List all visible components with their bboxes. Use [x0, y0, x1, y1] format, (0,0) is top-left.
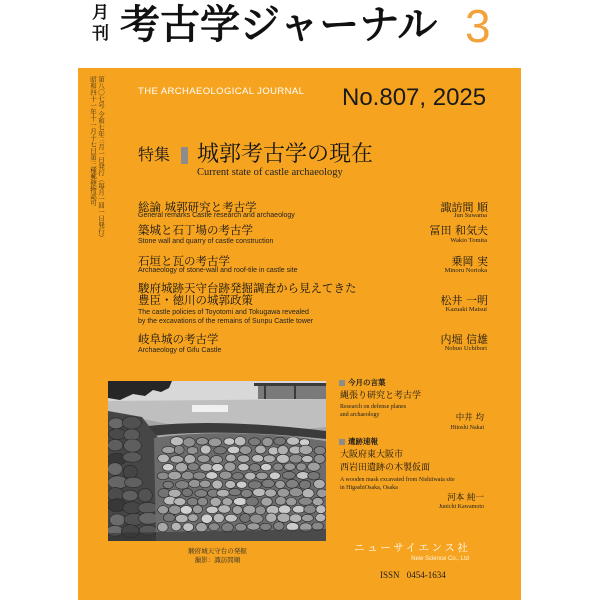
photo-stone	[273, 463, 283, 471]
sidebar-title-en: Research on defense planes	[340, 404, 407, 410]
photo-stone	[206, 472, 218, 480]
photo-stone	[232, 473, 244, 480]
photo-stone	[293, 506, 305, 514]
journal-english-name: THE ARCHAEOLOGICAL JOURNAL	[138, 86, 305, 97]
article-author-en: Wakio Tomita	[450, 237, 487, 244]
photo-stone	[181, 472, 194, 480]
photo-stone	[188, 480, 200, 488]
photo-stone	[240, 446, 252, 455]
photo-stone	[195, 490, 208, 498]
photo-stone	[277, 454, 290, 463]
photo-stone	[256, 472, 268, 479]
photo-stone	[170, 456, 183, 463]
photo-stone-wall	[157, 437, 326, 533]
photo-wall-stone	[110, 514, 125, 526]
photo-stone	[275, 481, 285, 489]
photo-stone	[206, 506, 218, 513]
photo-stone	[265, 489, 277, 497]
issn: ISSN 0454-1634	[380, 570, 446, 580]
photo-wall-stone	[108, 418, 123, 429]
photo-stone	[182, 488, 193, 496]
article-author-en: Jun Suwama	[453, 212, 487, 219]
article-title: 総論 城郭研究と考古学	[138, 200, 257, 214]
photo-stone	[262, 437, 273, 446]
photo-stone	[200, 464, 213, 472]
article-title: 石垣と瓦の考古学	[138, 254, 230, 268]
article-title: 築城と石丁場の考古学	[138, 223, 253, 237]
photo-stone	[171, 522, 181, 531]
photo-stone	[225, 514, 237, 522]
article-author: 乗岡 実	[451, 255, 488, 268]
photo-stone	[308, 462, 321, 471]
photo-stone	[219, 471, 231, 479]
photo-shelter-post	[264, 386, 266, 399]
article-title-en: General remarks Castle research and archaeology	[138, 212, 295, 219]
photo-stone	[158, 506, 169, 514]
publisher-name: ニューサイエンス社	[354, 542, 471, 554]
photo-stone	[260, 523, 272, 530]
photo-stone	[193, 472, 206, 480]
photo-stone	[187, 498, 198, 506]
photo-stone	[175, 463, 187, 472]
photo-stone	[217, 489, 230, 497]
article-title-en: Archaeology of Gifu Castle	[138, 347, 222, 354]
photo-stone	[317, 489, 326, 498]
photo-stone	[278, 505, 290, 514]
photo-shelter-roof	[254, 383, 326, 386]
photo-stone	[225, 481, 236, 489]
photo-stone	[282, 471, 295, 479]
photo-stone	[158, 454, 170, 463]
sidebar-title-en: A wooden mask excavated from Nishiiwata site	[340, 477, 455, 483]
photo-stone	[299, 497, 313, 505]
photo-stone	[200, 445, 211, 454]
photo-stone	[250, 514, 263, 523]
photo-stone	[277, 488, 289, 497]
photo-stone	[235, 523, 247, 531]
article-author: 松井 一明	[440, 294, 488, 307]
photo-stone	[196, 523, 208, 532]
photo-stone	[232, 506, 242, 515]
photo-stone	[238, 455, 250, 463]
article-author: 諏訪間 順	[440, 201, 488, 214]
photo-stone	[196, 438, 208, 445]
photo-stone	[289, 455, 302, 464]
photo-stone	[312, 522, 324, 530]
feature-title: 城郭考古学の現在	[197, 142, 374, 167]
photo-stone	[314, 446, 326, 454]
photo-wall-stone	[108, 463, 123, 476]
sidebar-title: 縄張り研究と考古学	[340, 391, 422, 401]
photo-stone	[222, 523, 234, 532]
photo-stone	[263, 455, 275, 463]
photo-stone	[302, 455, 313, 462]
feature-label: 特集	[138, 145, 171, 164]
sidebar-author-en: Junichi Kawamoto	[438, 504, 484, 510]
photo-stone	[163, 514, 175, 522]
photo-stone	[209, 523, 220, 531]
square-marker-icon	[339, 439, 345, 445]
photo-stone	[175, 481, 189, 489]
photo-stone	[304, 505, 316, 514]
photo-stone	[286, 498, 297, 506]
sidebar-author: 中井 均	[455, 413, 484, 423]
masthead-monthly-char-2: 刊	[92, 24, 109, 44]
article-author-en: Kazuaki Matsui	[445, 306, 487, 313]
photo-stone	[284, 463, 295, 470]
photo-stone	[316, 505, 326, 514]
photo-stone	[213, 513, 224, 522]
photo-stone	[249, 438, 261, 446]
square-marker-icon	[339, 380, 345, 386]
photo-stone	[210, 497, 221, 506]
photo-tarp	[192, 405, 228, 412]
photo-stone	[228, 446, 240, 454]
photo-stone	[262, 479, 275, 487]
photo-stone	[275, 497, 286, 506]
photo-stone	[174, 498, 186, 506]
photo-stone	[252, 455, 264, 463]
photo-wall-stone	[123, 465, 137, 478]
photo-wall-stone	[124, 477, 142, 487]
article-title-en: by the excavations of the remains of Sunpu Castle tower	[138, 318, 314, 325]
photo-wall-stone	[138, 502, 158, 513]
photo-stone	[247, 523, 260, 530]
article-author-en: Nobuo Uchibori	[444, 345, 487, 352]
masthead-monthly-char-1: 月	[92, 3, 109, 23]
photo-stone	[299, 445, 312, 454]
photo-stone	[162, 446, 175, 453]
photo-stone	[218, 505, 230, 513]
photo-stone	[157, 472, 169, 480]
photo-stone	[157, 523, 168, 532]
article-title-en: The castle policies of Toyotomi and Tokugawa revealed	[138, 309, 309, 316]
sidebar-author-en: Hitoshi Nakai	[450, 425, 484, 431]
sidebar-title-en: in HigashiOsaka, Osaka	[340, 485, 398, 491]
photo-stone	[302, 514, 314, 521]
photo-wall-stone	[124, 439, 142, 452]
photo-caption: 駿府城天守台の発掘	[188, 547, 247, 555]
photo-stone	[234, 437, 246, 446]
photo-stone	[184, 455, 195, 464]
sidebar-section-label: 今月の言葉	[348, 378, 386, 387]
photo-stone	[212, 464, 223, 472]
photo-stone	[246, 497, 259, 506]
imprint-line-1: 第八〇七号 令和七年三月一日発行（毎月一回一日発行）	[97, 76, 105, 241]
photo-stone	[169, 505, 182, 514]
photo-stone	[188, 463, 200, 471]
photo-stone	[174, 445, 184, 454]
photo-stone	[237, 481, 247, 488]
article-title: 豊臣・徳川の城郭政策	[138, 293, 253, 307]
photo-wall-stone	[122, 417, 141, 430]
photo-stone	[261, 497, 272, 506]
photo-stone	[198, 497, 208, 505]
photo-wall-stone	[138, 488, 152, 502]
photo-stone	[241, 489, 252, 497]
imprint-line-2: 昭和四十一年十一月十七日第三種郵便物認可	[89, 76, 97, 206]
cover-photo	[108, 381, 326, 541]
photo-stone	[170, 437, 183, 446]
photo-stone	[187, 447, 198, 455]
photo-stone	[240, 514, 251, 523]
photo-stone	[255, 506, 265, 515]
photo-stone	[290, 514, 302, 522]
photo-wall-stone	[108, 440, 123, 451]
photo-stone	[243, 505, 256, 514]
sidebar-title: 大阪府東大阪市	[340, 450, 404, 460]
photo-stone	[201, 514, 212, 523]
photo-stone	[255, 445, 266, 454]
photo-stone	[180, 506, 192, 515]
photo-stone	[163, 464, 174, 471]
photo-stone	[234, 498, 247, 506]
photo-stone	[175, 514, 188, 522]
article-title-en: Stone wall and quarry of castle construction	[138, 238, 274, 245]
feature-title-en: Current state of castle archaeology	[197, 167, 343, 178]
photo-stone	[287, 437, 300, 445]
article-title: 岐阜城の考古学	[138, 332, 219, 346]
sidebar-author: 河本 純一	[447, 493, 484, 503]
photo-stone	[238, 464, 249, 471]
publisher-name-en: New Science Co., Ltd	[411, 556, 469, 562]
photo-stone	[289, 488, 302, 497]
photo-stone	[208, 438, 221, 447]
photo-stone	[248, 481, 261, 489]
photo-stone	[211, 456, 223, 464]
photo-shelter-post	[294, 386, 296, 399]
photo-stone	[278, 446, 289, 455]
photo-stone	[314, 479, 326, 488]
sidebar-section-label: 遺跡速報	[348, 437, 378, 446]
sidebar-title-en: and archaeology	[340, 412, 380, 418]
photo-stone	[183, 438, 195, 447]
photo-stone	[224, 462, 236, 471]
photo-stone	[163, 481, 173, 488]
photo-stone	[183, 523, 194, 532]
article-author: 冨田 和気夫	[429, 224, 488, 237]
photo-stone	[315, 514, 325, 522]
article-author-en: Minoru Norioka	[444, 267, 487, 274]
photo-stone	[188, 514, 198, 522]
photo-stone	[269, 472, 280, 480]
photo-stone	[245, 472, 256, 480]
sidebar-title: 西岩田遺跡の木製仮面	[340, 463, 431, 473]
photo-stone	[229, 488, 241, 495]
photo-stone	[312, 498, 323, 506]
issue-month: 3	[465, 0, 491, 52]
photo-stone	[261, 463, 272, 470]
photo-stone	[212, 480, 223, 489]
photo-stone	[308, 472, 320, 480]
photo-stone	[277, 513, 290, 522]
photo-stone	[266, 513, 277, 522]
photo-wall-stone	[123, 452, 142, 462]
photo-wall-stone	[122, 490, 138, 501]
photo-stone	[253, 488, 266, 496]
article-title: 駿府城跡天守台跡発掘調査から見えてきた	[138, 281, 357, 295]
vertical-bar-icon	[181, 147, 188, 164]
article-title-en: Archaeology of stone-wall and roof-tile in castle site	[138, 267, 298, 274]
photo-stone	[224, 438, 235, 445]
photo-stone	[274, 437, 286, 445]
photo-shelter	[258, 386, 326, 399]
photo-stone	[274, 522, 285, 531]
issue-number: No.807, 2025	[342, 84, 487, 111]
article-author: 内堀 信雄	[440, 333, 488, 346]
photo-stone	[296, 463, 306, 471]
photo-stone	[200, 480, 211, 488]
photo-stone	[226, 454, 236, 462]
photo-stone	[249, 464, 260, 472]
magazine-title: 考古学ジャーナル	[120, 2, 438, 48]
photo-credit: 撮影：諏訪間順	[194, 556, 241, 564]
photo-stone	[168, 471, 181, 480]
photo-stone	[286, 480, 298, 489]
photo-stone	[214, 447, 227, 455]
photo-stone	[299, 480, 310, 489]
photo-stone	[193, 505, 203, 514]
photo-stone	[198, 455, 210, 463]
photo-stone	[302, 489, 314, 498]
